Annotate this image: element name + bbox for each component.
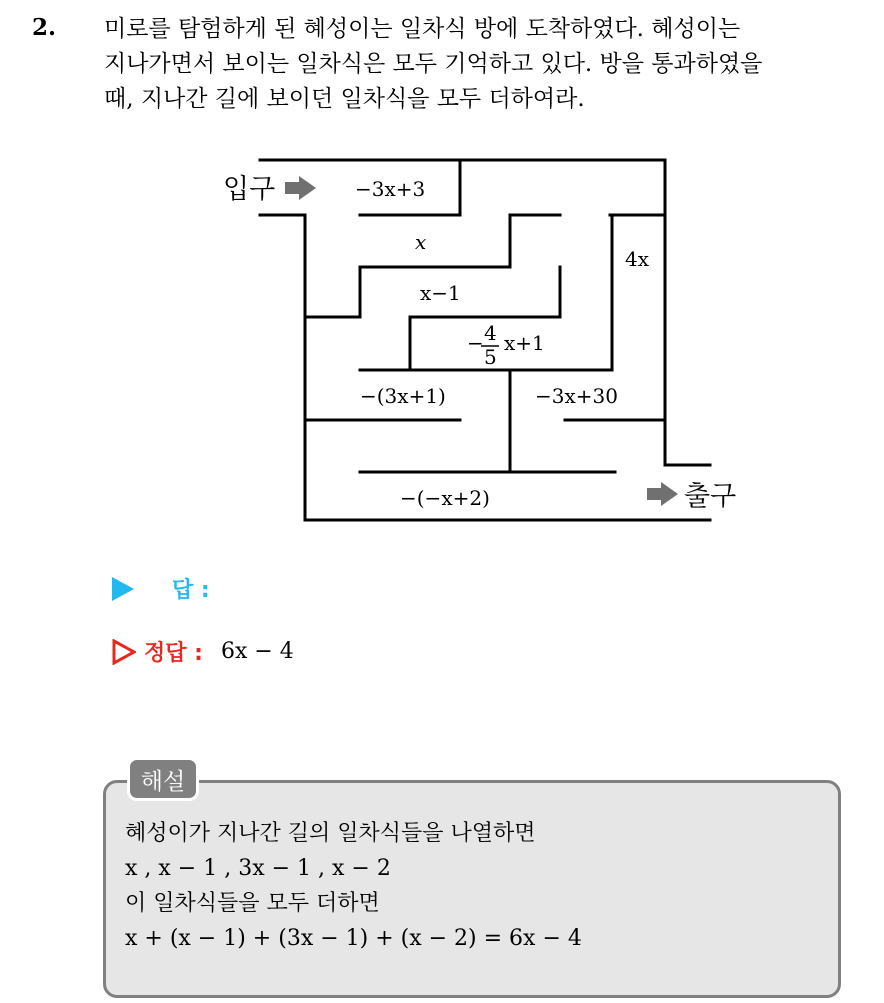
expr-frac-sign: − <box>467 331 484 355</box>
question-line: 때, 지나간 길에 보이던 일차식을 모두 더하여라. <box>104 86 585 112</box>
explanation-line: 이 일차식들을 모두 더하면 <box>125 891 380 916</box>
expr-frac-rest: x+1 <box>504 331 545 355</box>
expr-x: x <box>415 230 427 254</box>
expr-neg-four-fifths-x-plus1 <box>467 321 545 369</box>
question-text <box>104 12 874 117</box>
expr-4x: 4x <box>625 247 650 271</box>
maze-diagram <box>215 150 755 535</box>
entrance-arrow-icon <box>285 176 316 200</box>
explanation-line: 혜성이가 지나간 길의 일차식들을 나열하면 <box>125 821 536 846</box>
expr-x-minus1: x−1 <box>420 281 461 305</box>
expr-frac-den: 5 <box>484 345 497 369</box>
correct-answer-label: 정답 : <box>144 641 203 666</box>
answer-triangle-icon <box>112 577 134 601</box>
exit-label: 출구 <box>684 481 737 512</box>
expr-neg-negx-plus2: −(−x+2) <box>400 486 490 510</box>
expr-neg3x-plus30: −3x+30 <box>535 384 618 408</box>
explanation-line: x , x − 1 , 3x − 1 , x − 2 <box>125 856 391 881</box>
expr-neg3x-plus3: −3x+3 <box>355 177 426 201</box>
question-number: 2. <box>32 14 57 41</box>
correct-triangle-icon <box>112 639 136 665</box>
correct-answer-value: 6x − 4 <box>220 639 294 664</box>
expr-frac-num: 4 <box>484 321 497 345</box>
explanation-line: x + (x − 1) + (3x − 1) + (x − 2) = 6x − 4 <box>125 926 582 951</box>
explanation-tag: 해설 <box>127 757 199 801</box>
expr-neg-3x-plus1: −(3x+1) <box>360 384 446 408</box>
explanation-text <box>125 816 582 956</box>
answer-row <box>112 573 210 604</box>
exit-arrow-icon <box>647 482 678 506</box>
question-line: 미로를 탐험하게 된 혜성이는 일차식 방에 도착하였다. 혜성이는 <box>104 16 741 42</box>
correct-answer-row <box>112 636 294 667</box>
question-line: 지나가면서 보이는 일차식은 모두 기억하고 있다. 방을 통과하였을 <box>104 51 763 77</box>
entrance-label: 입구 <box>223 174 276 205</box>
answer-label: 답 : <box>172 578 210 603</box>
